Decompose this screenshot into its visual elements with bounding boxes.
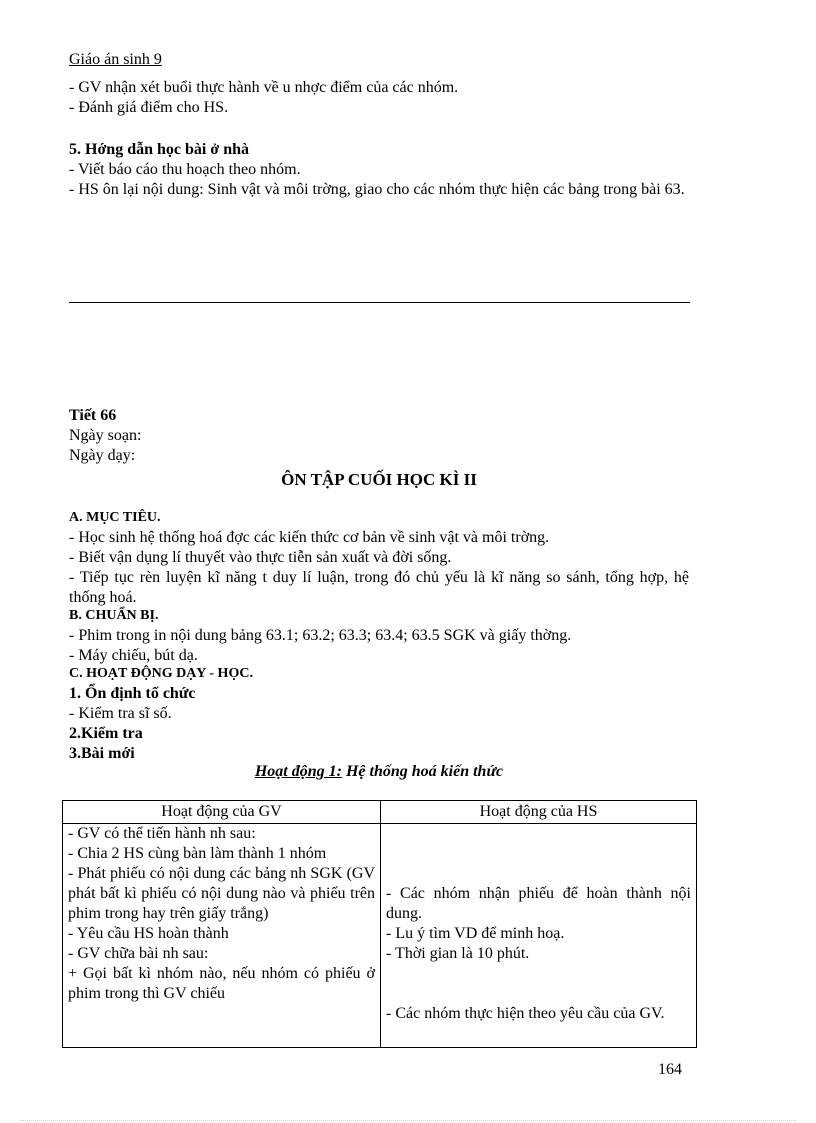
table-header-row <box>63 801 697 824</box>
homework-line: - HS ôn lại nội dung: Sinh vật và môi trờng, giao cho các nhóm thực hiện các bảng trong bài 63. <box>69 181 685 198</box>
section-divider <box>69 302 690 303</box>
hs-line: - Thời gian là 10 phút. <box>386 945 530 962</box>
lesson-title: ÔN TẬP CUỐI HỌC KÌ II <box>281 470 477 489</box>
prep-date: Ngày soạn: <box>69 427 142 444</box>
note-line: - GV nhận xét buổi thực hành về u nhợc điểm của các nhóm. <box>69 79 459 96</box>
section-heading: 5. Hớng dẫn học bài ở nhà <box>69 141 249 158</box>
preparation-line: - Máy chiếu, bút dạ. <box>69 647 198 664</box>
section-heading: C. HOẠT ĐỘNG DẠY - HỌC. <box>69 666 253 681</box>
objective-line: - Tiếp tục rèn luyện kĩ năng t duy lí luận, trong đó chủ yếu là kĩ năng so sánh, tổng hợp, hệ thống hoá. <box>69 569 689 606</box>
table-row <box>63 824 697 1048</box>
gv-line: - GV chữa bài nh sau: <box>68 945 209 962</box>
lesson-number: Tiết 66 <box>69 407 117 424</box>
section-heading: A. MỤC TIÊU. <box>69 510 161 525</box>
subsection-heading: 1. Ổn định tổ chức <box>69 685 196 702</box>
note-line: - Đánh giá điểm cho HS. <box>69 99 229 116</box>
gv-activity-cell <box>63 824 381 1048</box>
objective-line: - Học sinh hệ thống hoá đợc các kiến thức cơ bản về sinh vật và môi trờng. <box>69 529 550 546</box>
gv-line: + Gọi bất kì nhóm nào, nếu nhóm có phiếu ở phim trong thì GV chiếu <box>68 965 375 1002</box>
evaluation-notes <box>69 78 689 118</box>
activity-table <box>62 800 697 1048</box>
column-header-gv: Hoạt động của GV <box>63 801 381 824</box>
preparation-line: - Phim trong in nội dung bảng 63.1; 63.2; 63.3; 63.4; 63.5 SGK và giấy thờng. <box>69 627 572 644</box>
page-number: 164 <box>658 1061 682 1078</box>
homework-line: - Viết báo cáo thu hoạch theo nhóm. <box>69 161 301 178</box>
activity-label: Hoạt động 1: <box>254 763 342 780</box>
preparation-section <box>69 606 689 666</box>
column-header-hs: Hoạt động của HS <box>381 801 697 824</box>
activity-heading <box>69 762 689 782</box>
section-heading: B. CHUẨN BỊ. <box>69 608 159 623</box>
teach-date: Ngày dạy: <box>69 447 136 464</box>
homework-section <box>69 140 689 200</box>
page-bottom-border <box>20 1120 796 1121</box>
activities-section <box>69 664 689 764</box>
objectives-section <box>69 508 689 608</box>
activity-text: Hệ thống hoá kiến thức <box>341 763 504 780</box>
hs-line: - Các nhóm thực hiện theo yêu cầu của GV. <box>386 1005 665 1022</box>
gv-line: - Chia 2 HS cùng bàn làm thành 1 nhóm <box>68 845 327 862</box>
subsection-heading: 3.Bài mới <box>69 745 135 762</box>
lesson-meta <box>69 406 689 466</box>
gv-line: - Yêu cầu HS hoàn thành <box>68 925 229 942</box>
hs-activity-cell <box>381 824 697 1048</box>
document-header: Giáo án sinh 9 <box>69 51 162 68</box>
hs-line: - Lu ý tìm VD để minh hoạ. <box>386 925 565 942</box>
subsection-line: - Kiểm tra sĩ số. <box>69 705 172 722</box>
gv-line: - GV có thể tiến hành nh sau: <box>68 825 256 842</box>
hs-line: - Các nhóm nhận phiếu để hoàn thành nội dung. <box>386 885 691 922</box>
subsection-heading: 2.Kiểm tra <box>69 725 143 742</box>
gv-line: - Phát phiếu có nội dung các bảng nh SGK (GV phát bất kì phiếu có nội dung nào và phiếu trên phim trong hay trên giấy trắng) <box>68 865 375 922</box>
objective-line: - Biết vận dụng lí thuyết vào thực tiễn sản xuất và đời sống. <box>69 549 452 566</box>
